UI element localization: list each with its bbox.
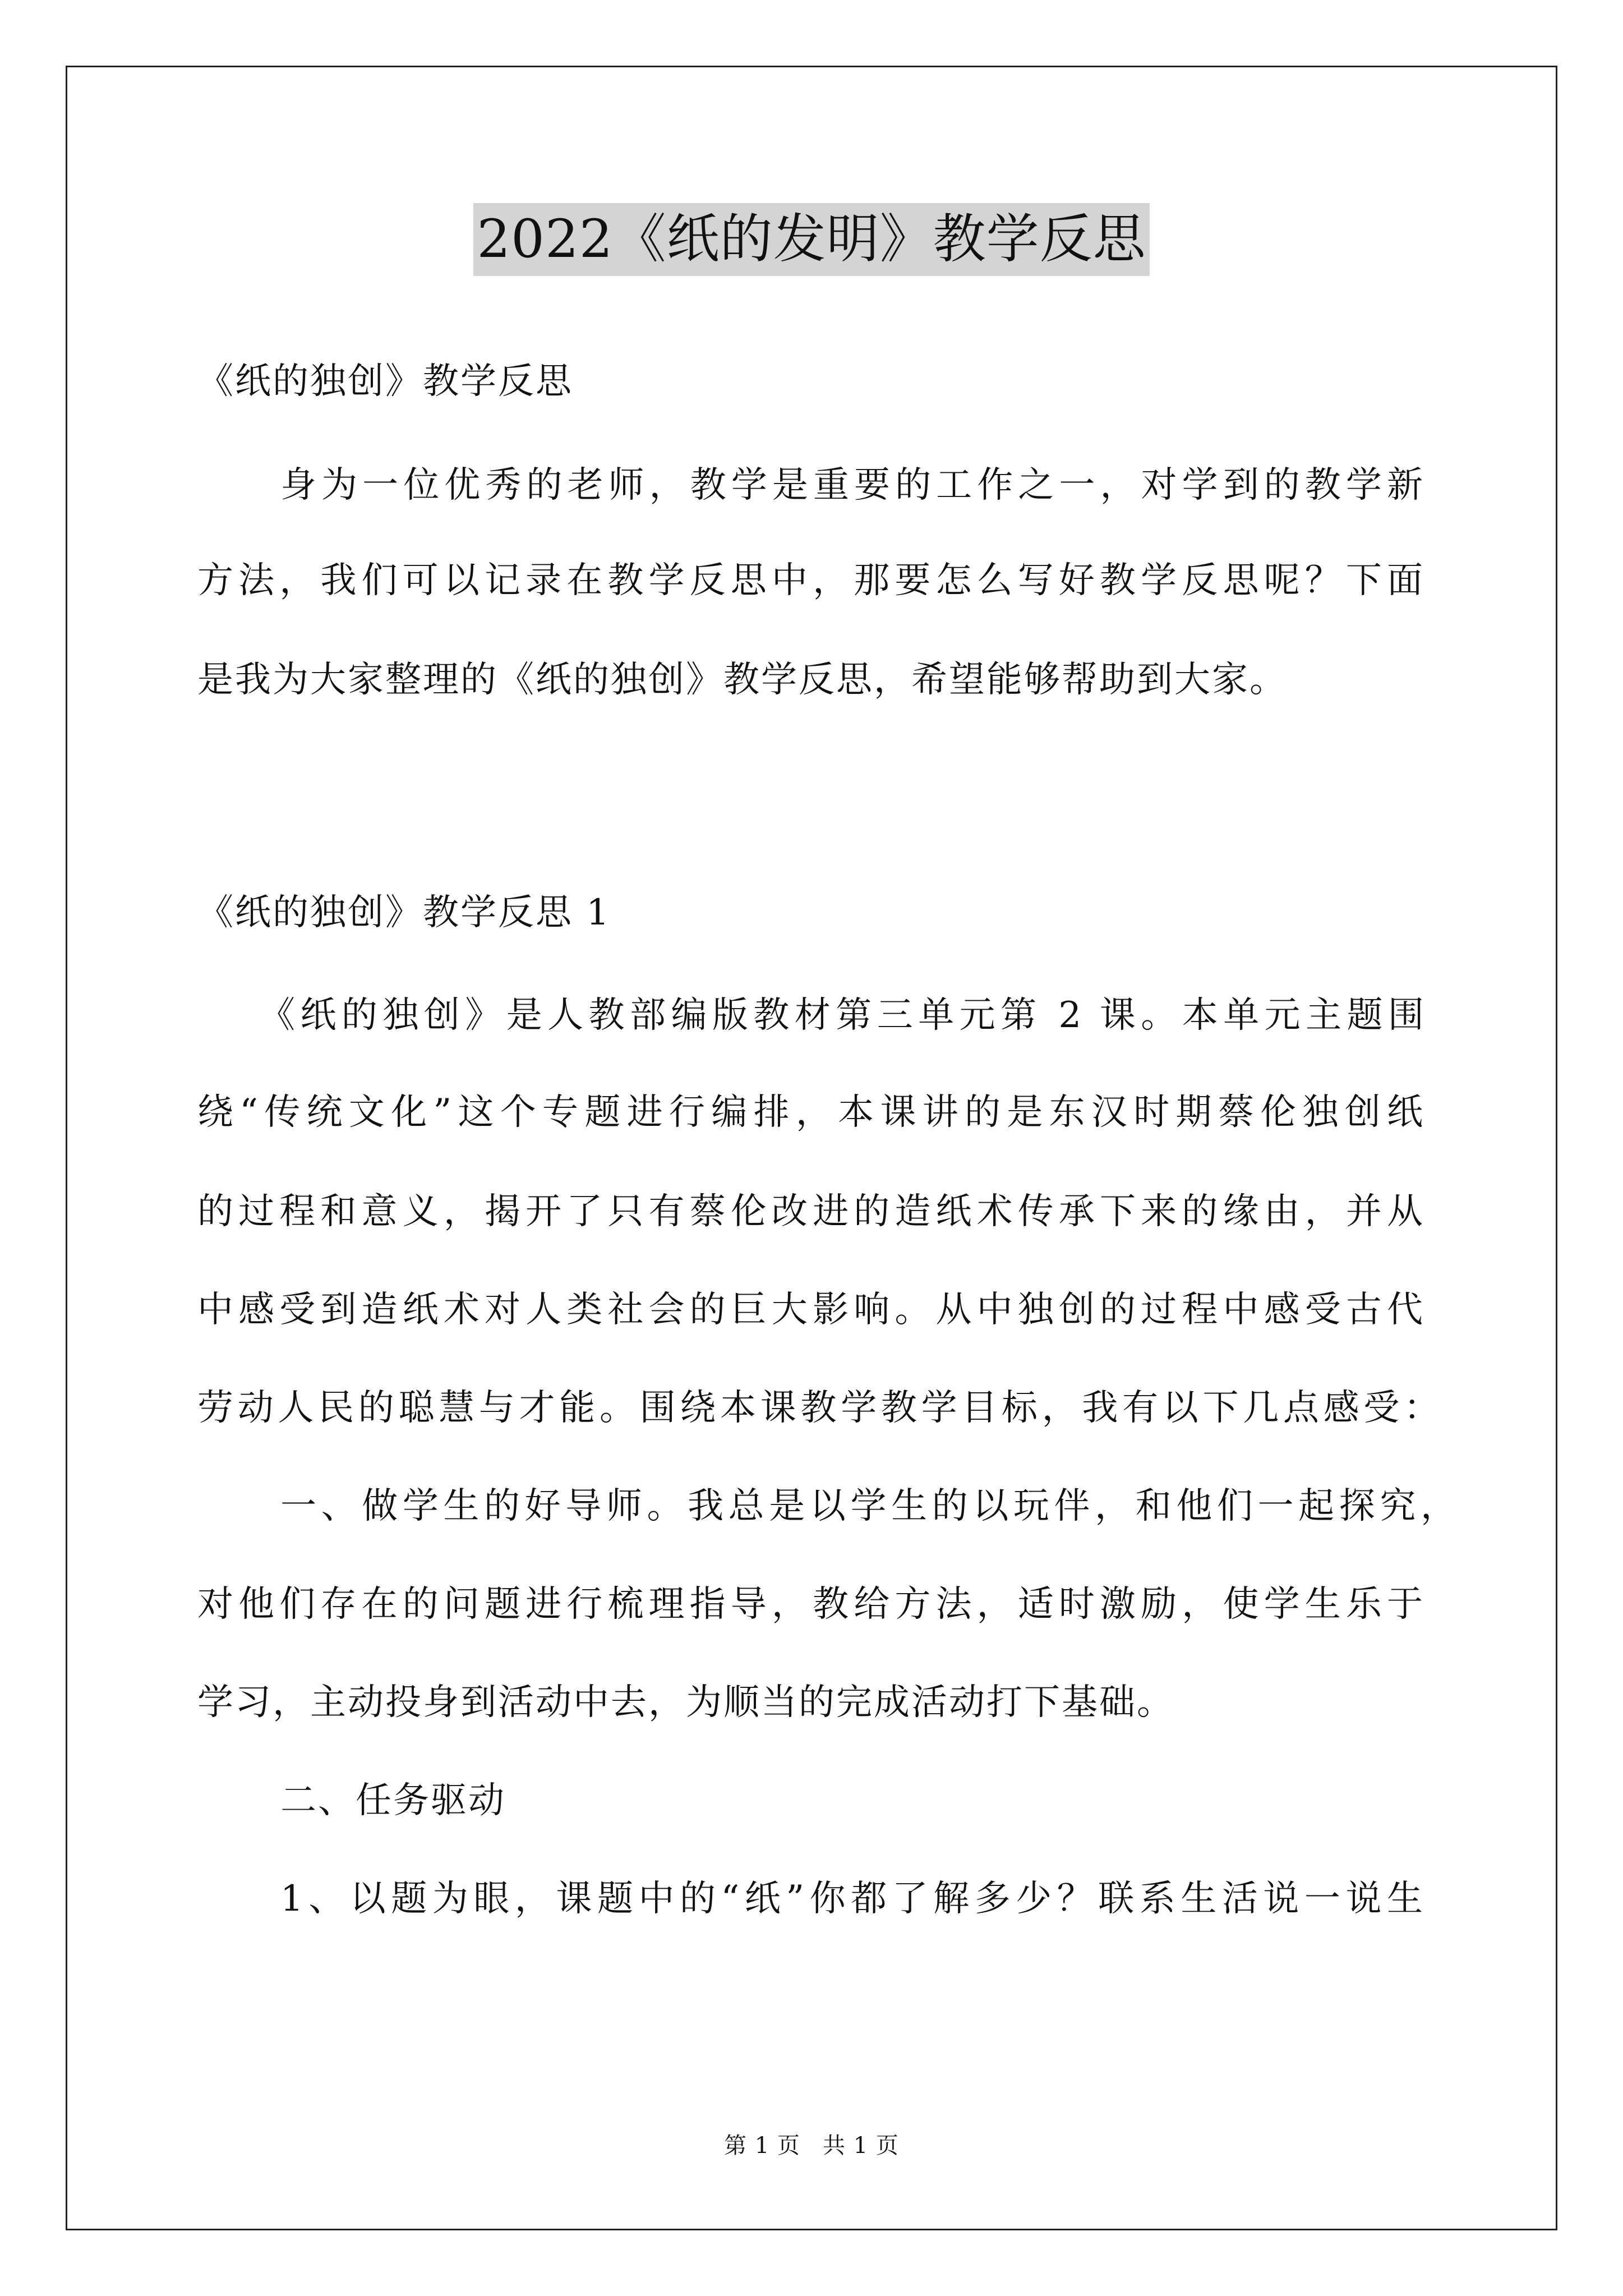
body-line-3: 的过程和意义，揭开了只有蔡伦改进的造纸术传承下来的缘由，并从 xyxy=(197,1191,1424,1232)
body-line-5: 劳动人民的聪慧与才能。围绕本课教学教学目标，我有以下几点感受： xyxy=(197,1387,1441,1429)
title-container xyxy=(0,203,1623,276)
subsection-heading: 《纸的独创》教学反思 1 xyxy=(197,892,611,933)
page-total: 共 1 页 xyxy=(823,2133,899,2159)
point-two-heading: 二、任务驱动 xyxy=(280,1780,506,1821)
intro-line-3: 是我为大家整理的《纸的独创》教学反思，希望能够帮助到大家。 xyxy=(197,659,1287,701)
point-one-line-2: 对他们存在的问题进行梳理指导，教给方法，适时激励，使学生乐于 xyxy=(197,1584,1424,1625)
body-line-1: 《纸的独创》是人教部编版教材第三单元第 2 课。本单元主题围 xyxy=(259,995,1426,1036)
task-line-1: 1、以题为眼，课题中的“纸”你都了解多少？联系生活说一说生 xyxy=(280,1878,1424,1920)
document-title: 2022《纸的发明》教学反思 xyxy=(473,203,1149,276)
body-line-2: 绕“传统文化”这个专题进行编排，本课讲的是东汉时期蔡伦独创纸 xyxy=(197,1092,1424,1133)
page-number: 第 1 页 xyxy=(724,2133,800,2159)
body-line-4: 中感受到造纸术对人类社会的巨大影响。从中独创的过程中感受古代 xyxy=(197,1289,1424,1331)
point-one-line-3: 学习，主动投身到活动中去，为顺当的完成活动打下基础。 xyxy=(197,1682,1174,1723)
intro-line-2: 方法，我们可以记录在教学反思中，那要怎么写好教学反思呢？下面 xyxy=(197,560,1424,601)
point-one-line-1: 一、做学生的好导师。我总是以学生的以玩伴，和他们一起探究， xyxy=(280,1485,1458,1527)
section-heading: 《纸的独创》教学反思 xyxy=(197,361,573,402)
page-footer xyxy=(0,2129,1623,2162)
intro-line-1: 身为一位优秀的老师，教学是重要的工作之一，对学到的教学新 xyxy=(280,464,1424,506)
